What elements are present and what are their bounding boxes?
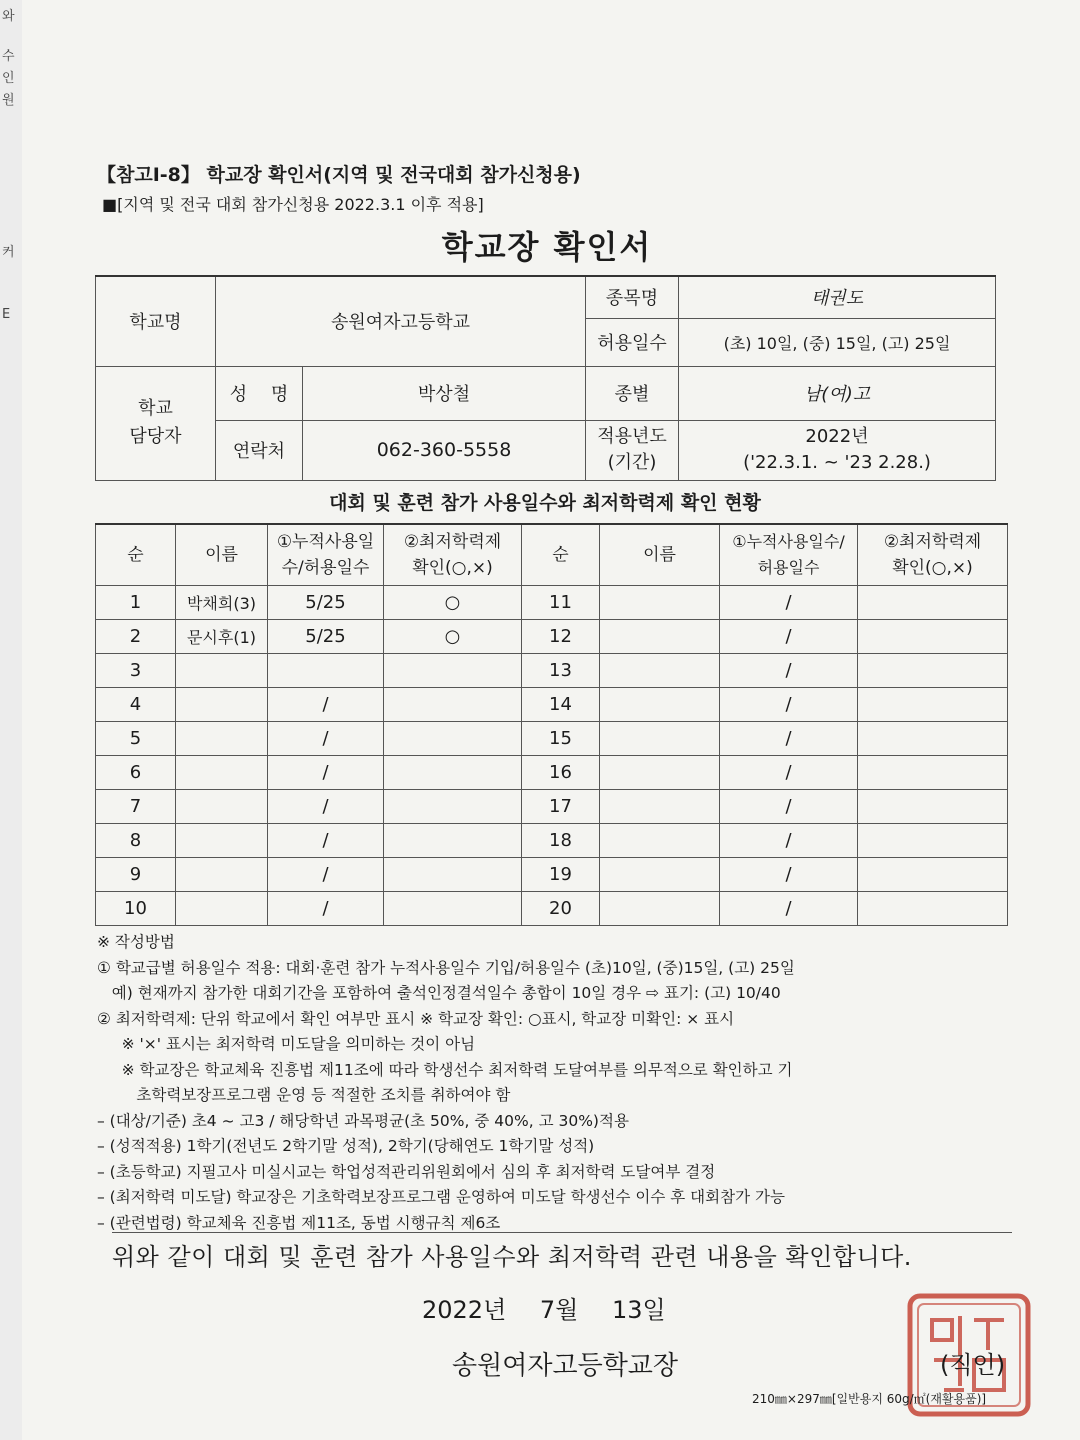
- confirmation-statement: 위와 같이 대회 및 훈련 참가 사용일수와 최저학력 관련 내용을 확인합니다.: [112, 1232, 1012, 1272]
- row-no: 1: [96, 586, 176, 620]
- row-no: 8: [96, 824, 176, 858]
- row-days: /: [268, 756, 384, 790]
- name-label: 성 명: [216, 366, 303, 420]
- row-grade: [384, 756, 522, 790]
- row-grade: [384, 790, 522, 824]
- sport-value: 태권도: [679, 276, 996, 318]
- row-days-right: /: [720, 688, 858, 722]
- row-name-right: [600, 756, 720, 790]
- row-name-right: [600, 892, 720, 926]
- col-no: 순: [96, 524, 176, 586]
- year-value-line2: ('22.3.1. ~ '23 2.28.): [743, 452, 931, 473]
- year-label-line1: 적용년도: [597, 426, 667, 447]
- row-days-right: /: [720, 790, 858, 824]
- table-row: [96, 790, 1008, 824]
- row-no-right: 15: [522, 722, 600, 756]
- table-row: [96, 756, 1008, 790]
- row-grade: [384, 824, 522, 858]
- row-days-right: /: [720, 858, 858, 892]
- document-page: [22, 0, 1080, 1440]
- row-grade: [384, 654, 522, 688]
- note-line: – (성적적용) 1학기(전년도 2학기말 성적), 2학기(당해연도 1학기말 성적): [97, 1137, 595, 1155]
- adjacent-page-edge: [0, 0, 23, 1440]
- row-name: [176, 858, 268, 892]
- row-days-right: /: [720, 756, 858, 790]
- row-name-right: [600, 722, 720, 756]
- row-days-right: /: [720, 824, 858, 858]
- contact-label: 연락처: [216, 420, 303, 480]
- row-days: /: [268, 722, 384, 756]
- row-no-right: 13: [522, 654, 600, 688]
- row-grade: [384, 858, 522, 892]
- row-name: [176, 756, 268, 790]
- row-days-right: /: [720, 586, 858, 620]
- row-grade-right: [858, 688, 1008, 722]
- table-row: [96, 586, 1008, 620]
- participation-table: [95, 523, 1008, 926]
- row-grade: ○: [384, 620, 522, 654]
- name-value: 박상철: [303, 366, 586, 420]
- row-days-right: /: [720, 892, 858, 926]
- row-grade-right: [858, 824, 1008, 858]
- col-grade-right: [858, 524, 1008, 586]
- col-days-line1: ①누적사용일: [276, 532, 375, 552]
- row-no: 9: [96, 858, 176, 892]
- row-name: [176, 654, 268, 688]
- note-line: – (대상/기준) 초4 ~ 고3 / 해당학년 과목평균(초 50%, 중 40%, 고 30%)적용: [97, 1111, 629, 1130]
- row-grade-right: [858, 892, 1008, 926]
- row-days-right: /: [720, 654, 858, 688]
- col-grade-line1: ②최저학력제: [403, 532, 502, 552]
- manager-label: 학교 담당자: [96, 366, 216, 480]
- table-row: [96, 858, 1008, 892]
- document-title: 학교장 확인서: [441, 228, 653, 266]
- col-no-right: 순: [522, 524, 600, 586]
- row-grade: [384, 722, 522, 756]
- row-no-right: 17: [522, 790, 600, 824]
- row-days: /: [268, 790, 384, 824]
- row-no: 4: [96, 688, 176, 722]
- table-row: [96, 892, 1008, 926]
- table-header-row: [96, 524, 1008, 586]
- row-days-right: /: [720, 620, 858, 654]
- table-row: [96, 722, 1008, 756]
- type-label: 종별: [586, 366, 679, 420]
- col-grade-right-line2: 확인(○,×): [892, 558, 973, 578]
- year-value: [679, 420, 996, 480]
- note-line: ※ 작성방법: [97, 933, 175, 951]
- edge-text-3: 인원: [2, 71, 15, 108]
- year-value-line1: 2022년: [805, 426, 869, 447]
- row-grade-right: [858, 722, 1008, 756]
- row-grade-right: [858, 620, 1008, 654]
- row-no: 5: [96, 722, 176, 756]
- row-no-right: 12: [522, 620, 600, 654]
- col-grade-right-line1: ②최저학력제: [883, 532, 982, 552]
- col-name-right: 이름: [600, 524, 720, 586]
- row-name: [176, 790, 268, 824]
- row-grade-right: [858, 858, 1008, 892]
- row-name: 문시후(1): [176, 620, 268, 654]
- col-days-right: [720, 524, 858, 586]
- row-no-right: 19: [522, 858, 600, 892]
- row-name: [176, 824, 268, 858]
- row-days-right: /: [720, 722, 858, 756]
- year-label-line2: (기간): [607, 452, 657, 473]
- row-no: 2: [96, 620, 176, 654]
- col-days: [268, 524, 384, 586]
- row-grade: [384, 892, 522, 926]
- row-grade-right: [858, 654, 1008, 688]
- row-grade: [384, 688, 522, 722]
- type-value: 남(여)고: [679, 366, 996, 420]
- row-days: /: [268, 824, 384, 858]
- col-days-right-line2: 허용일수: [757, 558, 820, 577]
- reference-title: 【참고Ⅰ-8】 학교장 확인서(지역 및 전국대회 참가신청용): [97, 164, 581, 186]
- allowed-days-value: (초) 10일, (중) 15일, (고) 25일: [679, 318, 996, 366]
- row-name-right: [600, 586, 720, 620]
- row-days: 5/25: [268, 620, 384, 654]
- row-days: 5/25: [268, 586, 384, 620]
- year-label: [586, 420, 679, 480]
- edge-text-5: E: [2, 307, 11, 322]
- row-no: 3: [96, 654, 176, 688]
- note-line: ② 최저학력제: 단위 학교에서 확인 여부만 표시 ※ 학교장 확인: ○표시, 학교장 미확인: × 표시: [97, 1009, 735, 1028]
- school-name-value: 송원여자고등학교: [216, 276, 586, 366]
- note-line: ① 학교급별 허용일수 적용: 대회·훈련 참가 누적사용일수 기입/허용일수 (초)10일, (중)15일, (고) 25일: [97, 958, 795, 977]
- col-days-right-line1: ①누적사용일수/: [732, 532, 845, 551]
- row-no: 10: [96, 892, 176, 926]
- row-no-right: 20: [522, 892, 600, 926]
- row-grade: ○: [384, 586, 522, 620]
- row-name-right: [600, 858, 720, 892]
- row-days: /: [268, 688, 384, 722]
- note-line: 예) 현재까지 참가한 대회기간을 포함하여 출석인정결석일수 총합이 10일 경우 ⇨ 표기: (고) 10/40: [97, 984, 781, 1002]
- contact-value: 062-360-5558: [303, 420, 586, 480]
- seal-label: (직인): [940, 1351, 1006, 1379]
- note-line: – (관련법령) 학교체육 진흥법 제11조, 동법 시행규칙 제6조: [97, 1213, 501, 1232]
- row-name-right: [600, 654, 720, 688]
- writing-guide: [97, 930, 1057, 1236]
- edge-text-4: 커: [2, 245, 15, 260]
- sport-label: 종목명: [586, 276, 679, 318]
- table-row: [96, 688, 1008, 722]
- row-grade-right: [858, 756, 1008, 790]
- school-info-table: [95, 275, 996, 481]
- row-grade-right: [858, 790, 1008, 824]
- note-line: 초학력보장프로그램 운영 등 적절한 조치를 취하여야 함: [97, 1086, 511, 1104]
- col-days-line2: 수/허용일수: [281, 558, 370, 578]
- row-name-right: [600, 790, 720, 824]
- allowed-days-label: 허용일수: [586, 318, 679, 366]
- row-no-right: 14: [522, 688, 600, 722]
- row-days: /: [268, 892, 384, 926]
- row-no: 6: [96, 756, 176, 790]
- row-name: [176, 722, 268, 756]
- principal-name: 송원여자고등학교장: [452, 1351, 679, 1381]
- row-days: [268, 654, 384, 688]
- row-no-right: 18: [522, 824, 600, 858]
- row-name: 박채희(3): [176, 586, 268, 620]
- row-name-right: [600, 688, 720, 722]
- school-name-label: 학교명: [96, 276, 216, 366]
- note-line: – (최저학력 미도달) 학교장은 기초학력보장프로그램 운영하여 미도달 학생선수 이수 후 대회참가 가능: [97, 1188, 785, 1206]
- row-name-right: [600, 824, 720, 858]
- row-days: /: [268, 858, 384, 892]
- col-grade-line2: 확인(○,×): [412, 558, 493, 578]
- note-line: ※ '×' 표시는 최저학력 미도달을 의미하는 것이 아님: [97, 1035, 476, 1053]
- row-no-right: 11: [522, 586, 600, 620]
- table-row: [96, 620, 1008, 654]
- edge-text-2: 수: [2, 49, 15, 64]
- note-line: – (초등학교) 지필고사 미실시교는 학업성적관리위원회에서 심의 후 최저학력 도달여부 결정: [97, 1162, 716, 1181]
- reference-note: ■[지역 및 전국 대회 참가신청용 2022.3.1 이후 적용]: [102, 195, 484, 214]
- issue-date: 2022년 7월 13일: [422, 1296, 666, 1324]
- row-name: [176, 688, 268, 722]
- row-name-right: [600, 620, 720, 654]
- note-line: ※ 학교장은 학교체육 진흥법 제11조에 따라 학생선수 최저학력 도달여부를 의무적으로 확인하고 기: [97, 1060, 793, 1079]
- table-row: [96, 824, 1008, 858]
- col-name: 이름: [176, 524, 268, 586]
- row-grade-right: [858, 586, 1008, 620]
- row-no: 7: [96, 790, 176, 824]
- section-title: 대회 및 훈련 참가 사용일수와 최저학력제 확인 현황: [329, 492, 761, 514]
- row-no-right: 16: [522, 756, 600, 790]
- edge-text-1: 와: [2, 9, 15, 24]
- col-grade: [384, 524, 522, 586]
- paper-spec: 210㎜×297㎜[일반용지 60g/㎡(재활용품)]: [752, 1392, 987, 1406]
- row-name: [176, 892, 268, 926]
- table-row: [96, 654, 1008, 688]
